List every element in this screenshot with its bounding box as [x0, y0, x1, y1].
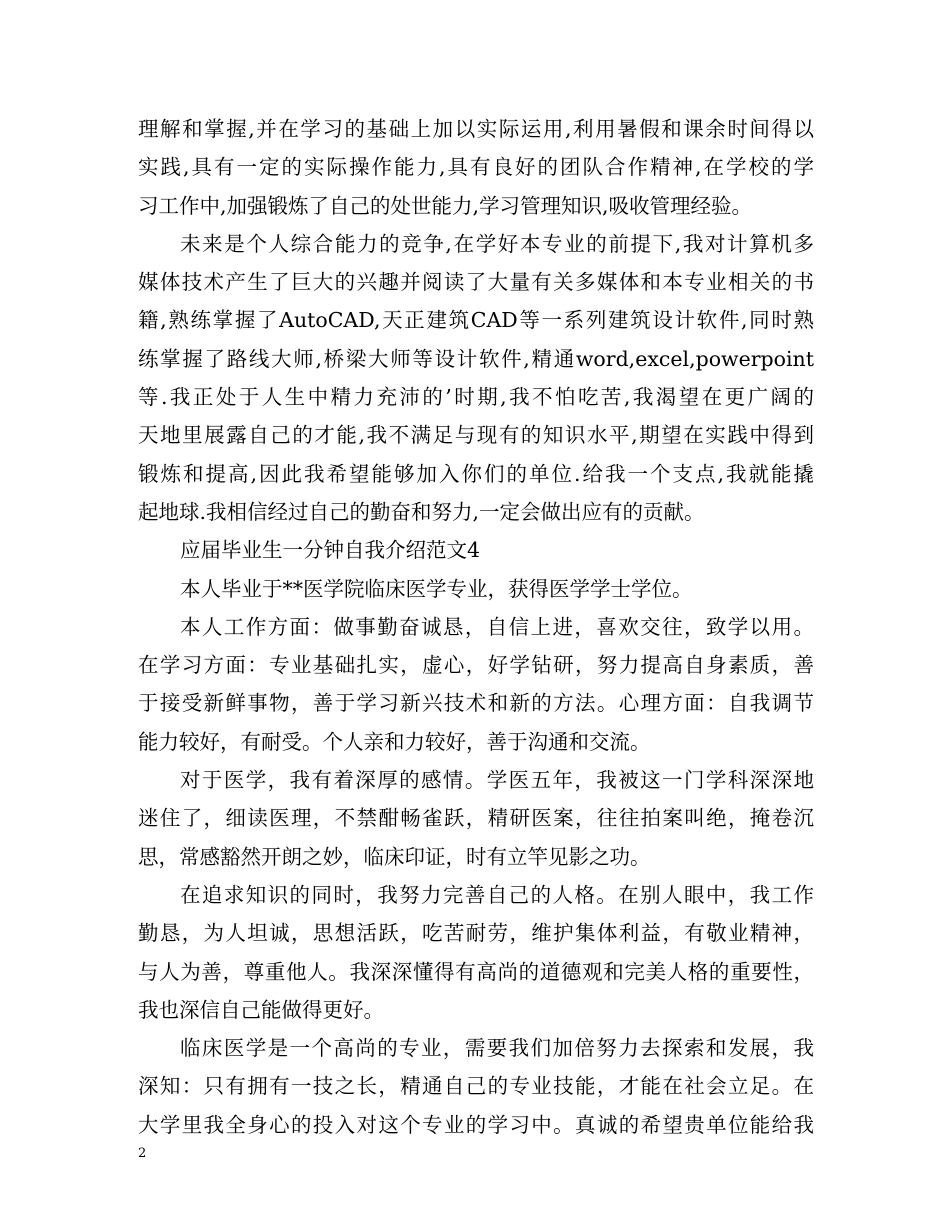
text-line: 籍,熟练掌握了AutoCAD,天正建筑CAD等一系列建筑设计软件,同时熟 [138, 308, 814, 333]
text-line: 实践,具有一定的实际操作能力,具有良好的团队合作精神,在学校的学 [138, 155, 814, 180]
text-line: 媒体技术产生了巨大的兴趣并阅读了大量有关多媒体和本专业相关的书 [138, 270, 814, 295]
text-line: 本人毕业于**医学院临床医学专业，获得医学学士学位。 [180, 576, 693, 601]
page-number: 2 [138, 1146, 147, 1161]
text-line: 锻炼和提高,因此我希望能够加入你们的单位.给我一个支点,我就能撬 [138, 461, 814, 486]
text-line: 未来是个人综合能力的竞争,在学好本专业的前提下,我对计算机多 [180, 231, 814, 256]
text-line: 大学里我全身心的投入对这个专业的学习中。真诚的希望贵单位能给我 [138, 1112, 814, 1137]
text-line: 天地里展露自己的才能,我不满足与现有的知识水平,期望在实践中得到 [138, 423, 814, 448]
text-line: 本人工作方面：做事勤奋诚恳，自信上进，喜欢交往，致学以用。 [180, 614, 814, 639]
text-line: 习工作中,加强锻炼了自己的处世能力,学习管理知识,吸收管理经验。 [138, 193, 753, 218]
text-line: 于接受新鲜事物，善于学习新兴技术和新的方法。心理方面：自我调节 [138, 691, 814, 716]
text-line: 等.我正处于人生中精力充沛的’时期,我不怕吃苦,我渴望在更广阔的 [138, 385, 814, 410]
text-line: 理解和掌握,并在学习的基础上加以实际运用,利用暑假和课余时间得以 [138, 117, 814, 141]
text-line: 迷住了，细读医理，不禁酣畅雀跃，精研医案，往往拍案叫绝，掩卷沉 [138, 806, 814, 831]
text-line: 应届毕业生一分钟自我介绍范文4 [180, 538, 481, 563]
text-line: 在学习方面：专业基础扎实，虚心，好学钻研，努力提高自身素质，善 [138, 653, 814, 678]
text-line: 我也深信自己能做得更好。 [138, 997, 384, 1022]
text-line: 与人为善，尊重他人。我深深懂得有高尚的道德观和完美人格的重要性， [138, 959, 814, 984]
text-line: 练掌握了路线大师,桥梁大师等设计软件,精通word,excel,powerpoint [138, 346, 814, 371]
text-line: 在追求知识的同时，我努力完善自己的人格。在别人眼中，我工作 [180, 882, 814, 907]
text-line: 勤恳，为人坦诚，思想活跃，吃苦耐劳，维护集体利益，有敬业精神， [138, 921, 814, 946]
text-line: 起地球.我相信经过自己的勤奋和努力,一定会做出应有的贡献。 [138, 499, 705, 524]
document-body [138, 110, 814, 1144]
text-line: 临床医学是一个高尚的专业，需要我们加倍努力去探索和发展，我 [180, 1036, 814, 1061]
text-line: 思，常感豁然开朗之妙，临床印证，时有立竿见影之功。 [138, 844, 651, 869]
text-line: 深知：只有拥有一技之长，精通自己的专业技能，才能在社会立足。在 [138, 1074, 814, 1099]
text-line: 对于医学，我有着深厚的感情。学医五年，我被这一门学科深深地 [180, 768, 814, 793]
text-line: 能力较好，有耐受。个人亲和力较好，善于沟通和交流。 [138, 729, 651, 754]
